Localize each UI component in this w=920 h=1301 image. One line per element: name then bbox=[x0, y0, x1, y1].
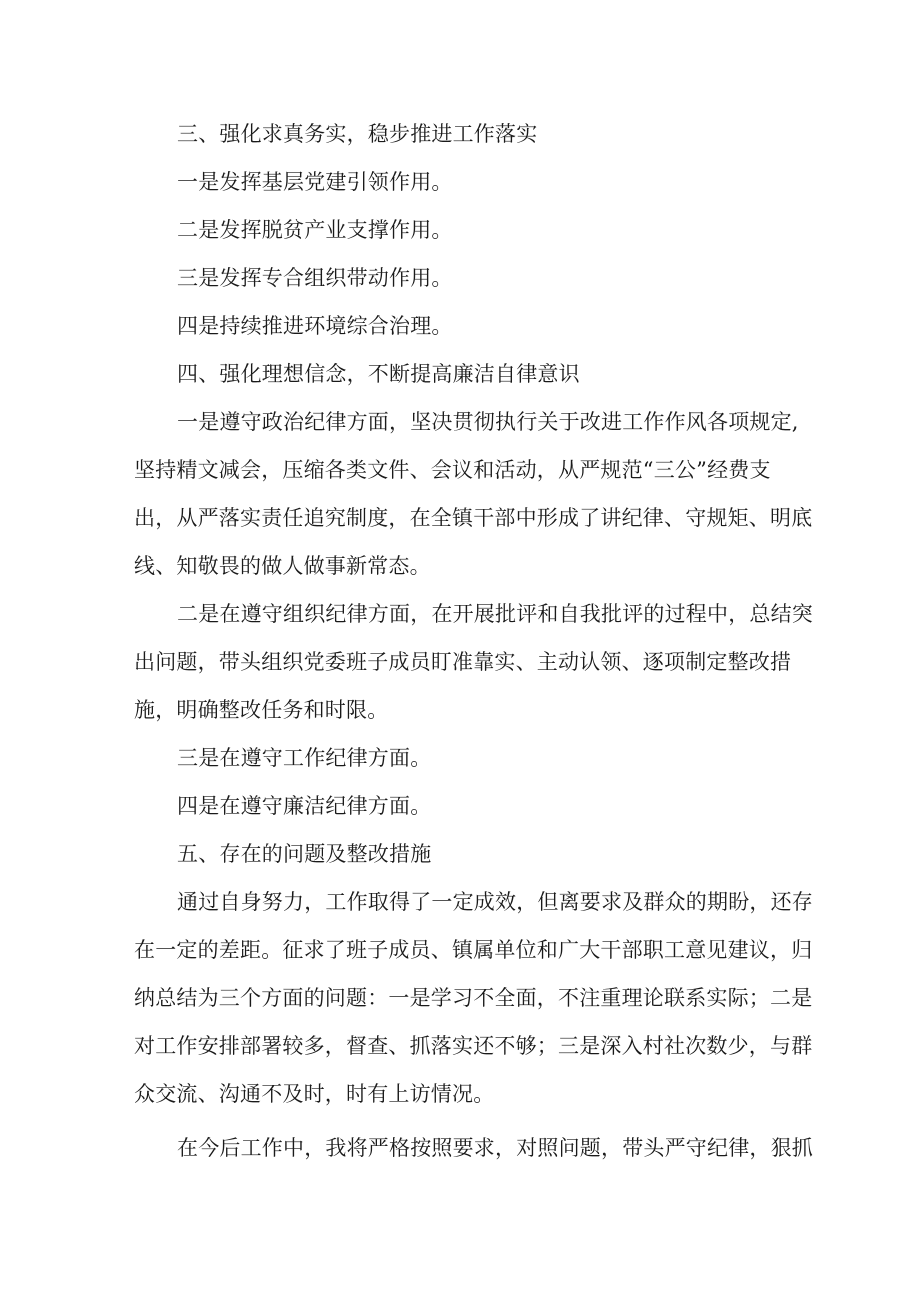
paragraph-line: 纳总结为三个方面的问题：一是学习不全面，不注重理论联系实际；二是 bbox=[134, 986, 813, 1010]
paragraph-line: 线、知敬畏的做人做事新常态。 bbox=[134, 554, 431, 578]
paragraph-line: 出，从严落实责任追究制度，在全镇干部中形成了讲纪律、守规矩、明底 bbox=[134, 506, 813, 530]
paragraph-line: 坚持精文减会，压缩各类文件、会议和活动，从严规范“三公”经费支 bbox=[134, 458, 771, 482]
paragraph-line: 在一定的差距。征求了班子成员、镇属单位和广大干部职工意见建议，归 bbox=[134, 938, 813, 962]
section-heading-4: 四、强化理想信念，不断提高廉洁自律意识 bbox=[177, 362, 580, 386]
paragraph-line: 一是发挥基层党建引领作用。 bbox=[177, 170, 453, 194]
paragraph-line: 四是在遵守廉洁纪律方面。 bbox=[177, 794, 432, 818]
paragraph-line: 三是在遵守工作纪律方面。 bbox=[177, 746, 432, 770]
paragraph-line: 二是在遵守组织纪律方面，在开展批评和自我批评的过程中，总结突 bbox=[177, 602, 813, 626]
paragraph-line: 施，明确整改任务和时限。 bbox=[134, 698, 389, 722]
paragraph-line: 二是发挥脱贫产业支撑作用。 bbox=[177, 218, 453, 242]
paragraph-line: 出问题，带头组织党委班子成员盯准靠实、主动认领、逐项制定整改措 bbox=[134, 650, 792, 674]
section-heading-3: 三、强化求真务实，稳步推进工作落实 bbox=[177, 122, 538, 146]
paragraph-line: 通过自身努力，工作取得了一定成效，但离要求及群众的期盼，还存 bbox=[177, 890, 813, 914]
paragraph-line: 四是持续推进环境综合治理。 bbox=[177, 314, 453, 338]
paragraph-line: 对工作安排部署较多，督查、抓落实还不够；三是深入村社次数少，与群 bbox=[134, 1034, 813, 1058]
paragraph-line: 众交流、沟通不及时，时有上访情况。 bbox=[134, 1082, 495, 1106]
paragraph-line: 在今后工作中，我将严格按照要求，对照问题，带头严守纪律，狠抓 bbox=[177, 1136, 813, 1160]
paragraph-line: 一是遵守政治纪律方面，坚决贯彻执行关于改进工作作风各项规定, bbox=[177, 410, 799, 434]
section-heading-5: 五、存在的问题及整改措施 bbox=[177, 842, 432, 866]
paragraph-line: 三是发挥专合组织带动作用。 bbox=[177, 266, 453, 290]
document-body bbox=[134, 110, 813, 1172]
